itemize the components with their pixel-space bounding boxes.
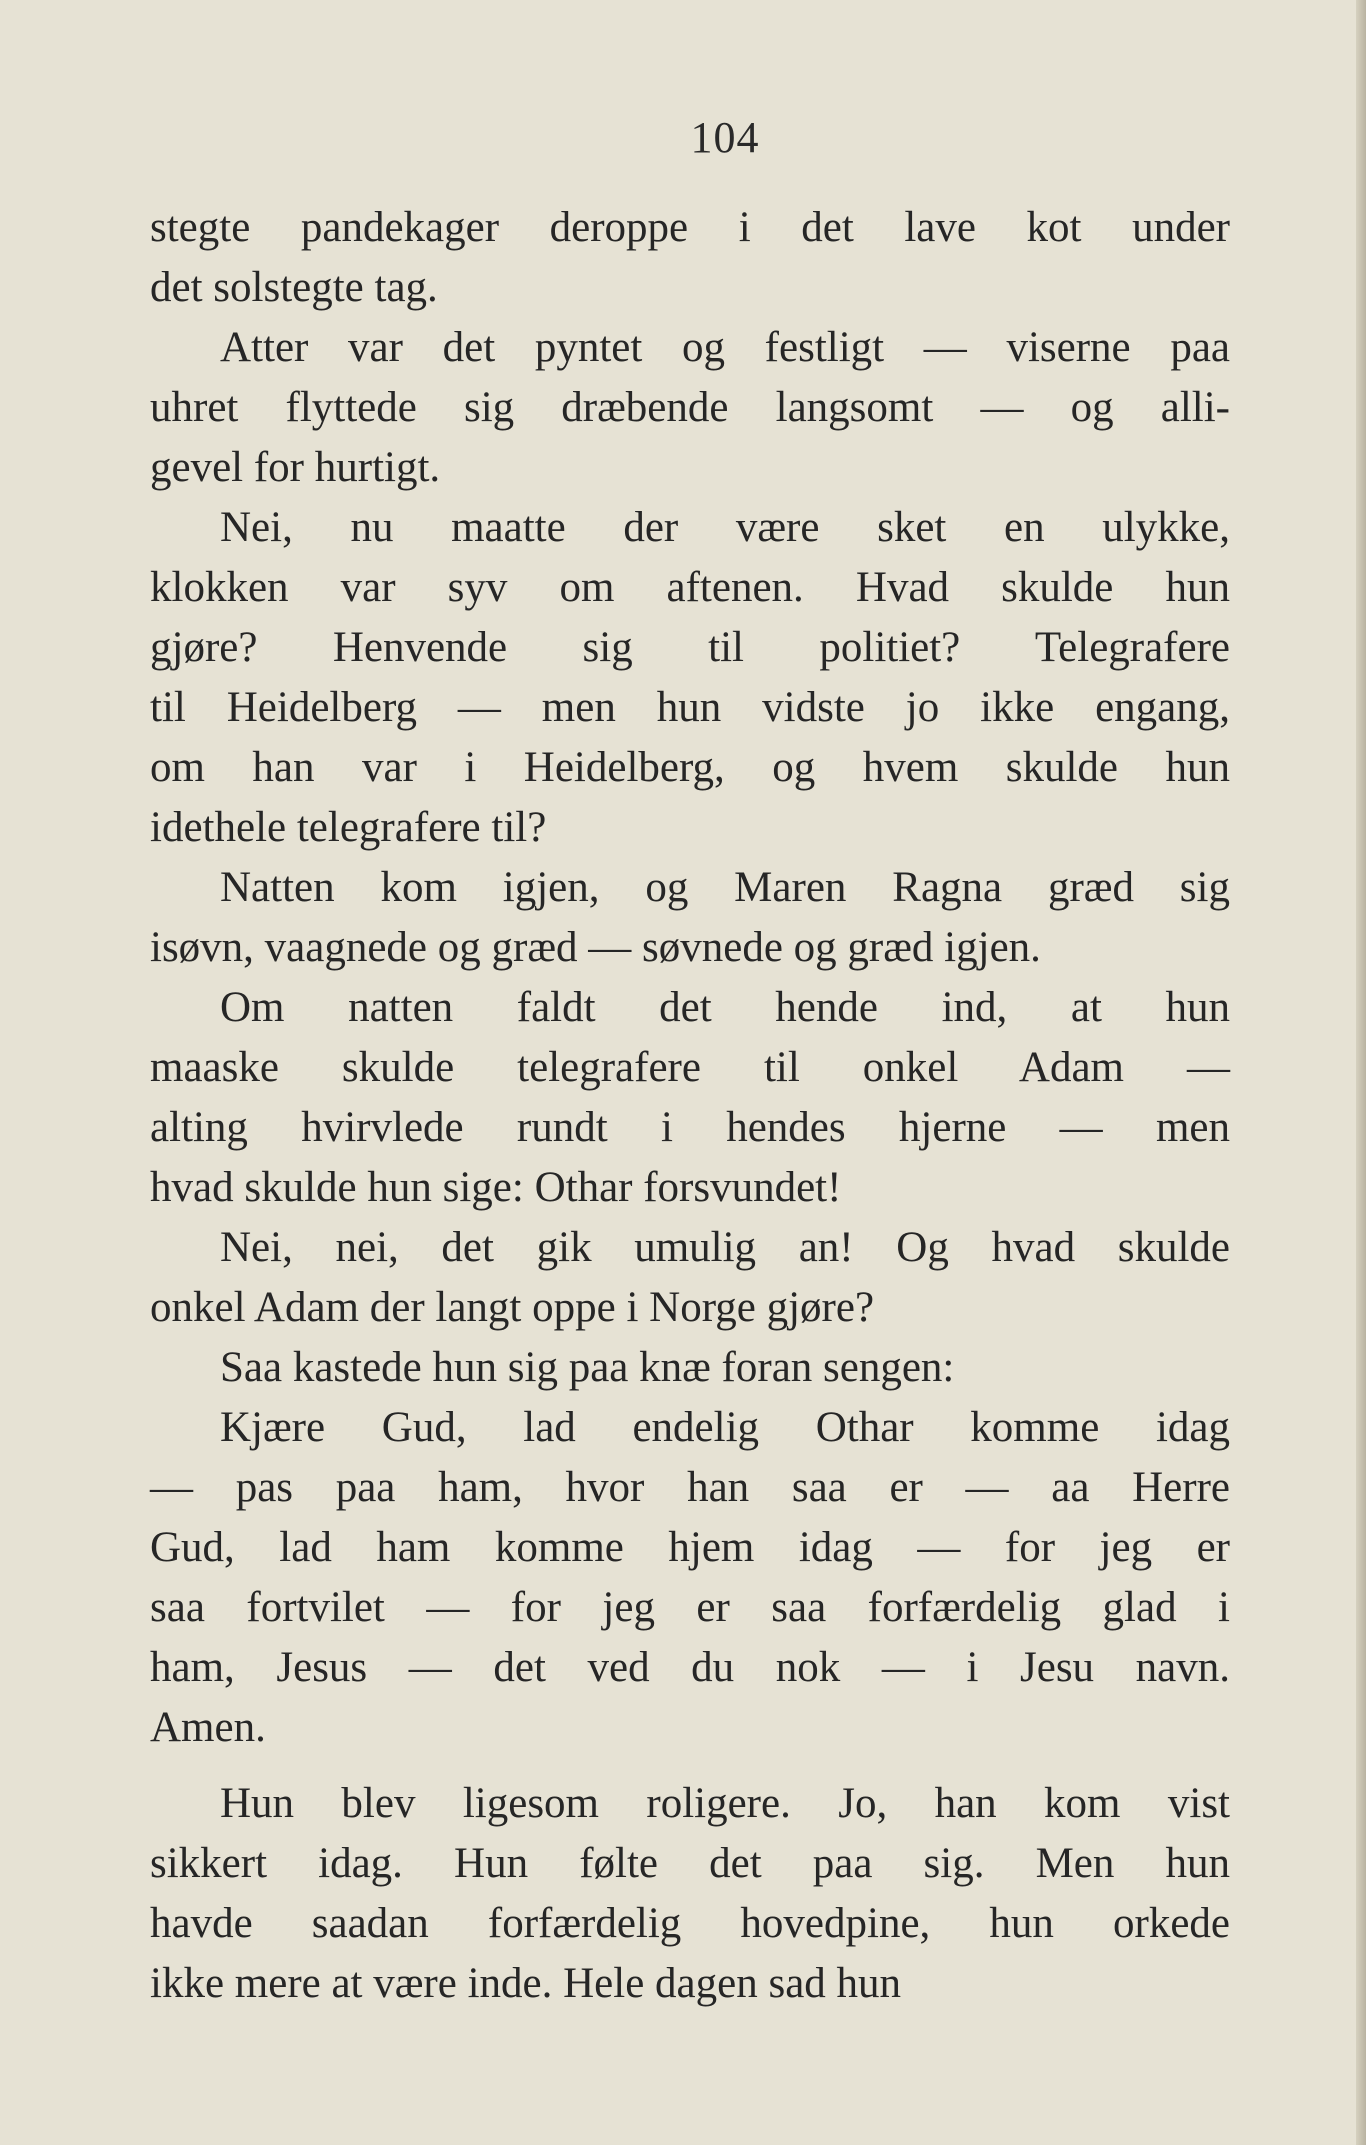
text-line: Nei, nei, det gik umulig an! Og hvad skulde xyxy=(220,1224,1230,1271)
paragraph xyxy=(150,318,1230,498)
text-line: onkel Adam der langt oppe i Norge gjøre? xyxy=(150,1284,875,1331)
text-line: idethele telegrafere til? xyxy=(150,804,547,851)
text-line: ikke mere at være inde. Hele dagen sad hun xyxy=(150,1960,902,2007)
text-line: Om natten faldt det hende ind, at hun xyxy=(220,984,1230,1031)
text-line: alting hvirvlede rundt i hendes hjerne — men xyxy=(150,1104,1230,1151)
paragraph xyxy=(150,1338,1230,1398)
text-line: klokken var syv om aftenen. Hvad skulde hun xyxy=(150,564,1230,611)
page-edge xyxy=(1356,0,1366,2145)
text-line: Saa kastede hun sig paa knæ foran sengen: xyxy=(220,1344,955,1391)
text-line: det solstegte tag. xyxy=(150,264,438,311)
text-line: isøvn, vaagnede og græd — søvnede og græd igjen. xyxy=(150,924,1041,971)
text-line: Gud, lad ham komme hjem idag — for jeg er xyxy=(150,1524,1230,1571)
text-line: Atter var det pyntet og festligt — viserne paa xyxy=(220,324,1230,371)
text-line: Amen. xyxy=(150,1704,266,1751)
paragraph xyxy=(150,198,1230,318)
text-line: Natten kom igjen, og Maren Ragna græd sig xyxy=(220,864,1230,911)
text-line: stegte pandekager deroppe i det lave kot under xyxy=(150,204,1230,251)
paragraph xyxy=(150,498,1230,858)
text-line: ham, Jesus — det ved du nok — i Jesu navn. xyxy=(150,1644,1230,1691)
text-line: til Heidelberg — men hun vidste jo ikke engang, xyxy=(150,684,1230,731)
paragraph-gap xyxy=(150,1758,1230,1774)
text-line: saa fortvilet — for jeg er saa forfærdelig glad i xyxy=(150,1584,1230,1631)
text-line: Kjære Gud, lad endelig Othar komme idag xyxy=(220,1404,1230,1451)
page-number: 104 xyxy=(690,113,760,162)
text-line: hvad skulde hun sige: Othar forsvundet! xyxy=(150,1164,842,1211)
text-line: Hun blev ligesom roligere. Jo, han kom vist xyxy=(220,1780,1230,1827)
text-line: gjøre? Henvende sig til politiet? Telegrafere xyxy=(150,624,1230,671)
text-line: om han var i Heidelberg, og hvem skulde hun xyxy=(150,744,1230,791)
paragraph xyxy=(150,858,1230,978)
paragraph xyxy=(150,1774,1230,2014)
text-line: — pas paa ham, hvor han saa er — aa Herre xyxy=(150,1464,1230,1511)
paragraph xyxy=(150,1218,1230,1338)
text-line: maaske skulde telegrafere til onkel Adam — xyxy=(150,1044,1230,1091)
body-text xyxy=(150,198,1230,2014)
text-line: Nei, nu maatte der være sket en ulykke, xyxy=(220,504,1230,551)
paragraph xyxy=(150,1398,1230,1758)
paragraph xyxy=(150,978,1230,1218)
text-line: sikkert idag. Hun følte det paa sig. Men hun xyxy=(150,1840,1230,1887)
text-line: uhret flyttede sig dræbende langsomt — og alli- xyxy=(150,384,1230,431)
text-line: gevel for hurtigt. xyxy=(150,444,441,491)
text-line: havde saadan forfærdelig hovedpine, hun orkede xyxy=(150,1900,1230,1947)
